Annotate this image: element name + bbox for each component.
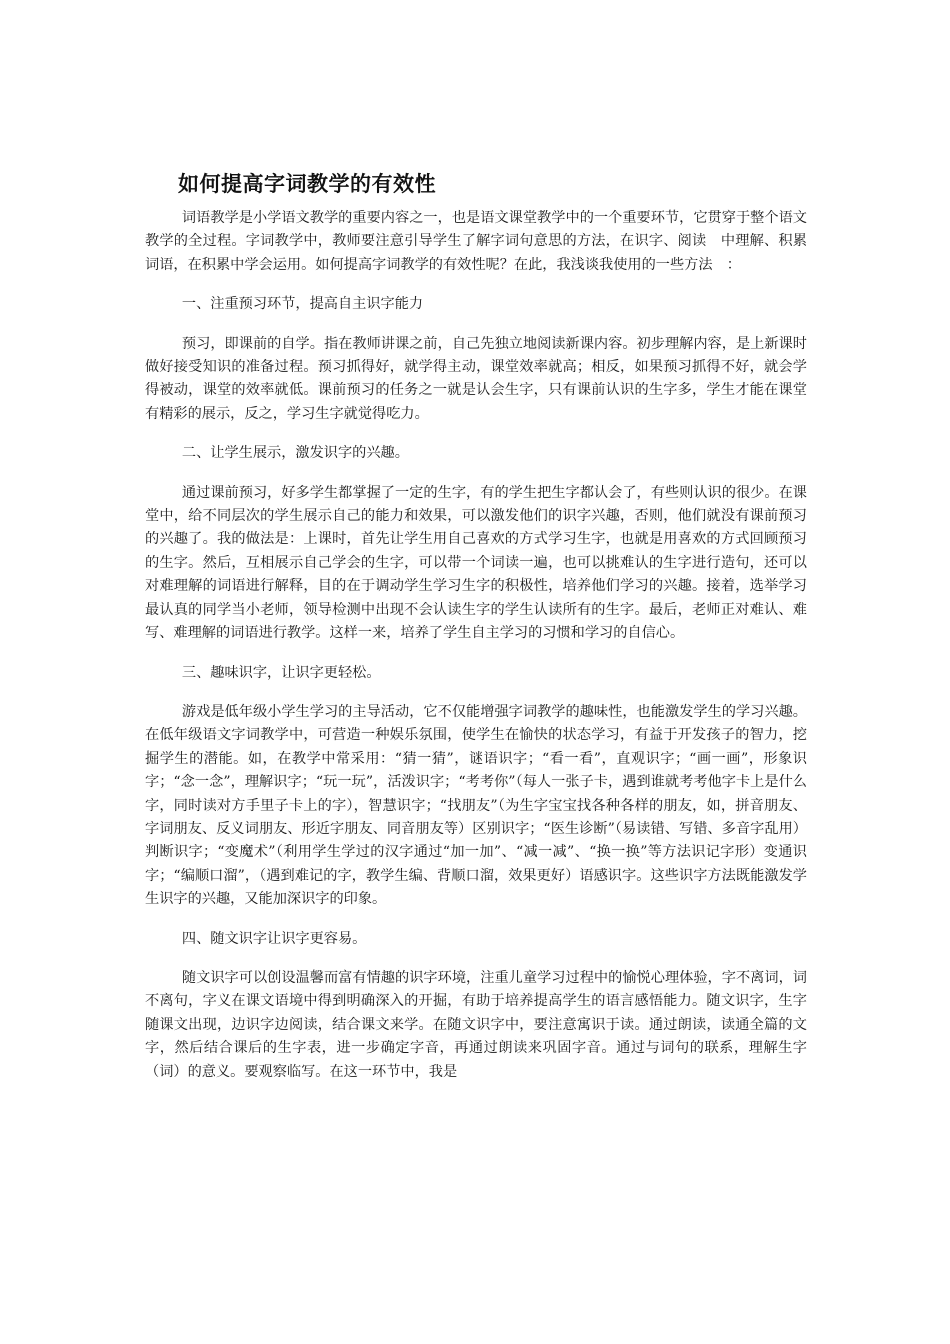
section-heading-3: 三、趣味识字，让识字更轻松。 bbox=[181, 664, 381, 681]
document-title: 如何提高字词教学的有效性 bbox=[178, 172, 436, 196]
intro-paragraph: 词语教学是小学语文教学的重要内容之一，也是语文课堂教学中的一个重要环节，它贯穿于整个语文教学的全过程。字词教学中，教师要注意引导学生了解字词句意思的方法，在识字、阅读 中理解、积累词语，在积累中学会运用。如何提高字词教学的有效性呢？在此，我浅谈我使用的一些方法 ： bbox=[145, 210, 807, 273]
section-heading-2: 二、让学生展示，激发识字的兴趣。 bbox=[181, 445, 409, 462]
section-heading-4: 四、随文识字让识字更容易。 bbox=[181, 930, 367, 947]
document-body bbox=[145, 207, 807, 1100]
section-4-paragraph: 随文识字可以创设温馨而富有情趣的识字环境，注重儿童学习过程中的愉悦心理体验，字不离词，词不离句，字义在课文语境中得到明确深入的开掘，有助于培养提高学生的语言感悟能力。随文识字，生字随课文出现，边识字边阅读，结合课文来学。在随文识字中，要注意寓识于读。通过朗读，读通全篇的文字，然后结合课后的生字表，进一步确定字音，再通过朗读来巩固字音。通过与词句的联系，理解生字（词）的意义。要观察临写。在这一环节中，我是 bbox=[145, 969, 807, 1080]
section-3-paragraph: 游戏是低年级小学生学习的主导活动，它不仅能增强字词教学的趣味性，也能激发学生的学习兴趣。在低年级语文字词教学中，可营造一种娱乐氛围，使学生在愉快的状态学习，有益于开发孩子的智力，挖掘学生的潜能。如，在教学中常采用：“猜一猜”，谜语识字；“看一看”，直观识字；“画一画”，形象识字；“念一念”，理解识字；“玩一玩”，活泼识字；“考考你”（每人一张子卡，遇到谁就考考他字卡上是什么字，同时读对方手里子卡上的字），智慧识字；“找朋友”（为生字宝宝找各种各样的朋友，如，拼音朋友、字词朋友、反义词朋友、形近字朋友、同音朋友等）区别识字；“医生诊断”（易读错、写错、多音字乱用）判断识字；“变魔术”（利用学生学过的汉字通过“加一加”、“减一减”、“换一换”等方法识记字形）变通识字；“编顺口溜”，（遇到难记的字，教学生编、背顺口溜，效果更好）语感识字。这些识字方法既能激发学生识字的兴趣，又能加深识字的印象。 bbox=[145, 703, 807, 908]
section-heading-1: 一、注重预习环节，提高自主识字能力 bbox=[181, 296, 424, 313]
section-1-paragraph: 预习，即课前的自学。指在教师讲课之前，自己先独立地阅读新课内容。初步理解内容，是上新课时做好接受知识的准备过程。预习抓得好，就学得主动，课堂效率就高；相反，如果预习抓得不好，就会学得被动，课堂的效率就低。课前预习的任务之一就是认会生字，只有课前认识的生字多，学生才能在课堂有精彩的展示，反之，学习生字就觉得吃力。 bbox=[145, 335, 807, 422]
section-2-paragraph: 通过课前预习，好多学生都掌握了一定的生字，有的学生把生字都认会了，有些则认识的很少。在课堂中，给不同层次的学生展示自己的能力和效果，可以激发他们的识字兴趣，否则，他们就没有课前预习的兴趣了。我的做法是：上课时，首先让学生用自己喜欢的方式学习生字，也就是用喜欢的方式回顾预习的生字。然后，互相展示自己学会的生字，可以带一个词读一遍，也可以挑难认的生字进行造句，还可以对难理解的词语进行解释，目的在于调动学生学习生字的积极性，培养他们学习的兴趣。接着，选举学习最认真的同学当小老师，领导检测中出现不会认读生字的学生认读所有的生字。最后，老师正对难认、难写、难理解的词语进行教学。这样一来，培养了学生自主学习的习惯和学习的自信心。 bbox=[145, 484, 807, 642]
